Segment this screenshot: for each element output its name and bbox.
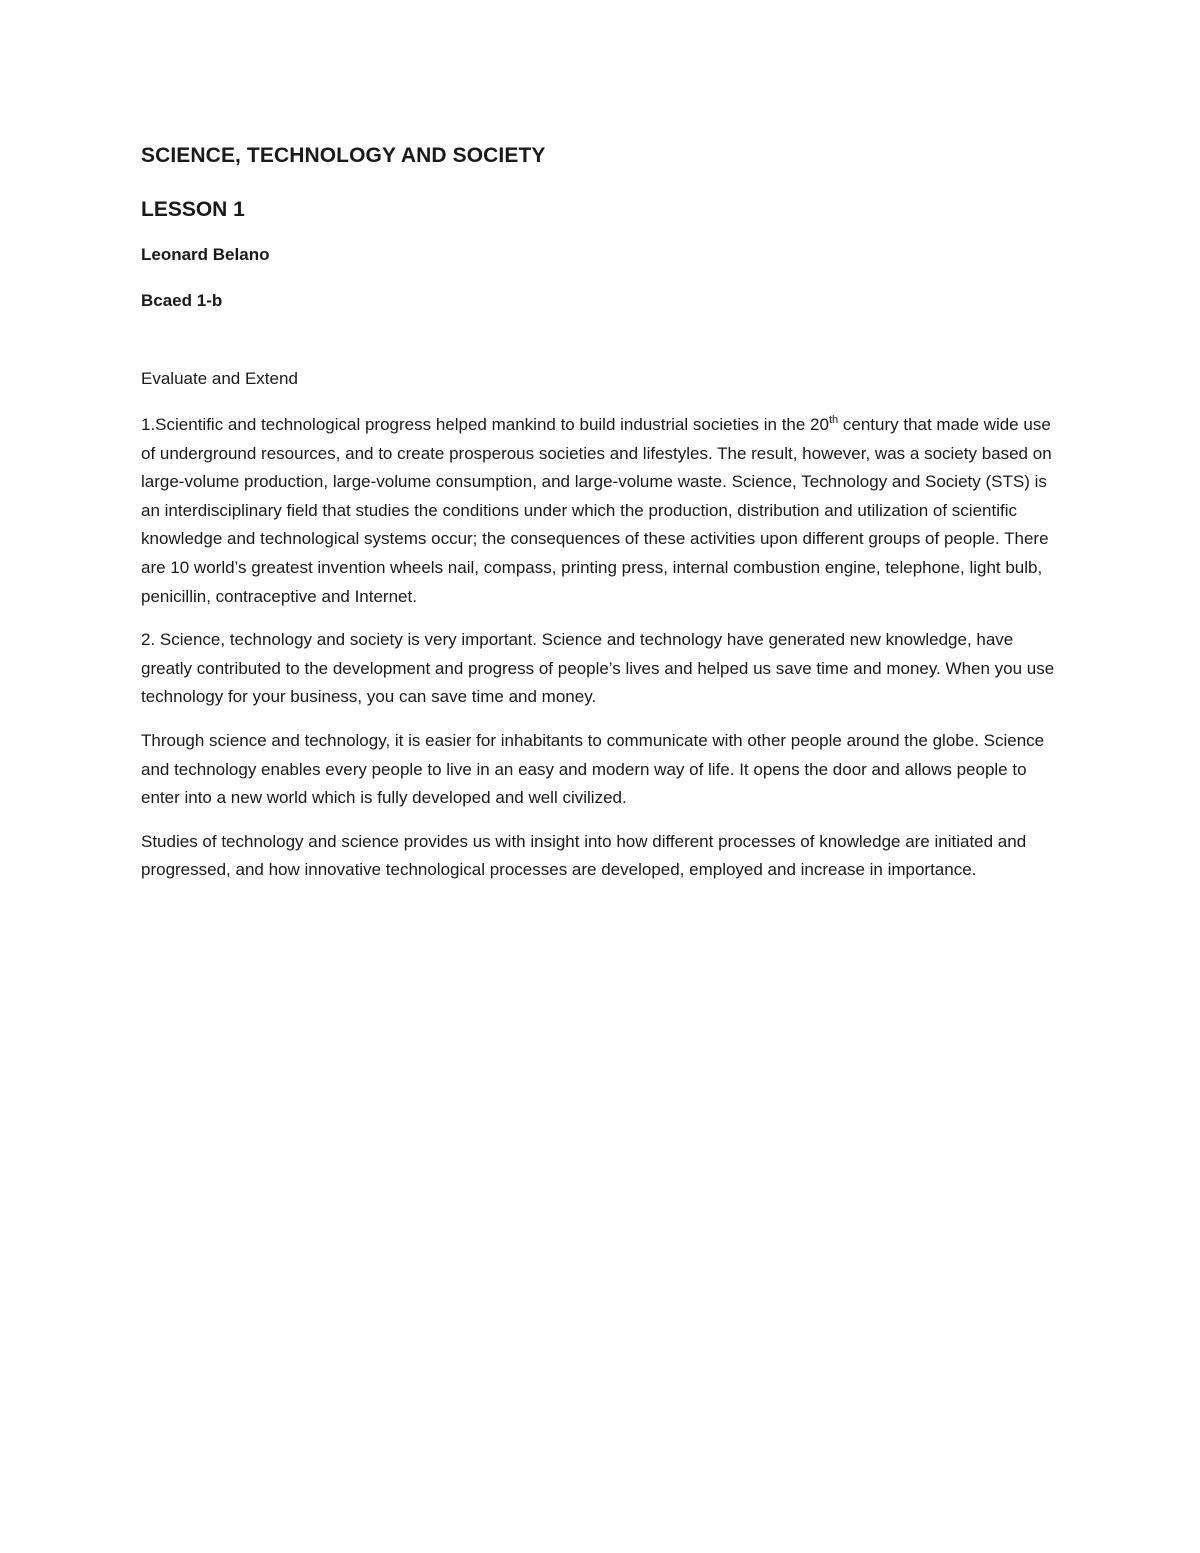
ordinal-superscript: th xyxy=(828,414,839,426)
paragraph-2: 2. Science, technology and society is very important. Science and technology have generated new knowledge, have greatly contributed to the development and progress of people’s lives and helped us save time and money. When you use technology for your business, you can save time and money. xyxy=(141,630,1055,707)
section-heading: Evaluate and Extend xyxy=(141,369,298,388)
document-title: SCIENCE, TECHNOLOGY AND SOCIETY xyxy=(141,144,546,167)
paragraph-1-text-b: century that made wide use of underground resources, and to create prosperous societies and lifestyles. The result, however, was a society based on large-volume production, large-volume consumption, and large-volume waste. Science, Technology and Society (STS) is an interdisciplinary field that studies the conditions under which the production, distribution and utilization of scientific knowledge and technological systems occur; the consequences of these activities upon different groups of people. There are 10 world’s greatest invention wheels nail, compass, printing press, internal combustion engine, telephone, light bulb, penicillin, contraceptive and Internet. xyxy=(141,415,1052,606)
author-name: Leonard Belano xyxy=(141,245,270,264)
class-section: Bcaed 1-b xyxy=(141,291,223,310)
document-body xyxy=(141,142,1066,900)
lesson-label: LESSON 1 xyxy=(141,198,245,221)
paragraph-3: Through science and technology, it is easier for inhabitants to communicate with other people around the globe. Science and technology enables every people to live in an easy and modern way of life. It opens the door and allows people to enter into a new world which is fully developed and well civilized. xyxy=(141,730,1045,808)
paragraph-4: Studies of technology and science provides us with insight into how different processes of knowledge are initiated and progressed, and how innovative technological processes are developed, employed and increase in importance. xyxy=(141,831,1027,880)
paragraph-1-text-a: 1.Scientific and technological progress helped mankind to build industrial societies in the 20 xyxy=(141,415,829,434)
paragraph-1 xyxy=(141,411,1066,611)
